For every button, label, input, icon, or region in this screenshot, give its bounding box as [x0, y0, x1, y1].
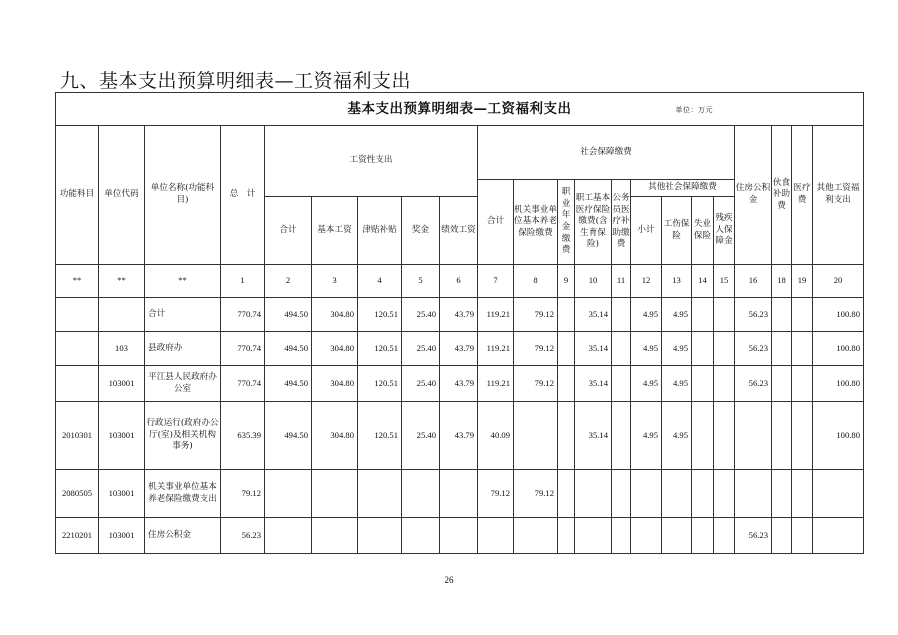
- cell-medical: 35.14: [575, 298, 612, 332]
- header-injury: 工伤保险: [662, 197, 692, 265]
- cell-unemp: [692, 518, 714, 554]
- cell-disab: [714, 366, 735, 402]
- cell-bonus: [402, 470, 440, 518]
- cell-injury: [662, 470, 692, 518]
- cell-disab: [714, 298, 735, 332]
- data-rows: [56, 298, 864, 554]
- header-unit-name: 单位名称(功能科目): [145, 126, 221, 265]
- cell-total: 770.74: [221, 332, 265, 366]
- header-housing-fund: 住房公积金: [735, 126, 772, 265]
- cell-perf: [440, 470, 478, 518]
- cell-perf: 43.79: [440, 332, 478, 366]
- cell-disab: [714, 402, 735, 470]
- cell-name: 行政运行(政府办公厅(室)及相关机构事务): [145, 402, 221, 470]
- cell-medical: [575, 470, 612, 518]
- cell-civil: [612, 470, 631, 518]
- header-social-group: 社会保障缴费: [478, 126, 735, 180]
- cell-disab: [714, 332, 735, 366]
- header-performance-wage: 绩效工资: [440, 197, 478, 265]
- index-cell: 5: [402, 265, 440, 298]
- cell-medfee: [792, 470, 813, 518]
- cell-disab: [714, 518, 735, 554]
- cell-bonus: 25.40: [402, 366, 440, 402]
- cell-perf: 43.79: [440, 298, 478, 332]
- cell-annuity: [558, 366, 575, 402]
- cell-meal: [772, 332, 792, 366]
- table-row: [56, 298, 864, 332]
- cell-meal: [772, 366, 792, 402]
- header-allowance: 津贴补贴: [358, 197, 402, 265]
- cell-bonus: [402, 518, 440, 554]
- cell-pension: 79.12: [514, 332, 558, 366]
- cell-func: 2210201: [56, 518, 99, 554]
- cell-medical: 35.14: [575, 402, 612, 470]
- cell-other-sub: 4.95: [631, 366, 662, 402]
- header-bonus: 奖金: [402, 197, 440, 265]
- cell-other-sub: [631, 518, 662, 554]
- cell-social-sub: 119.21: [478, 332, 514, 366]
- cell-name: 机关事业单位基本养老保险缴费支出: [145, 470, 221, 518]
- cell-allow: [358, 518, 402, 554]
- table-row: [56, 332, 864, 366]
- cell-medfee: [792, 298, 813, 332]
- cell-medical: 35.14: [575, 332, 612, 366]
- cell-meal: [772, 402, 792, 470]
- cell-medfee: [792, 402, 813, 470]
- cell-total: 635.39: [221, 402, 265, 470]
- index-cell: 18: [772, 265, 792, 298]
- cell-allow: 120.51: [358, 402, 402, 470]
- index-cell: 2: [265, 265, 312, 298]
- cell-allow: 120.51: [358, 366, 402, 402]
- header-other-social-group: 其他社会保障缴费: [631, 180, 735, 197]
- cell-name: 县政府办: [145, 332, 221, 366]
- cell-total: 770.74: [221, 366, 265, 402]
- cell-code: 103001: [99, 518, 145, 554]
- cell-meal: [772, 298, 792, 332]
- cell-code: 103001: [99, 366, 145, 402]
- index-cell: 7: [478, 265, 514, 298]
- header-pension: 机关事业单位基本养老保险缴费: [514, 180, 558, 265]
- header-annuity: 职业年金缴费: [558, 180, 575, 265]
- cell-medfee: [792, 366, 813, 402]
- cell-allow: 120.51: [358, 298, 402, 332]
- cell-perf: [440, 518, 478, 554]
- cell-pension: 79.12: [514, 366, 558, 402]
- cell-perf: 43.79: [440, 366, 478, 402]
- header-other-subtotal: 小计: [631, 197, 662, 265]
- header-func-code: 功能科目: [56, 126, 99, 265]
- cell-func: [56, 332, 99, 366]
- index-cell: 1: [221, 265, 265, 298]
- cell-annuity: [558, 332, 575, 366]
- index-cell: 9: [558, 265, 575, 298]
- cell-basic: 304.80: [312, 298, 358, 332]
- cell-wage-sub: 494.50: [265, 332, 312, 366]
- table-title: 基本支出预算明细表—工资福利支出 单位：万元: [56, 93, 864, 126]
- cell-wage-sub: 494.50: [265, 298, 312, 332]
- header-social-subtotal: 合计: [478, 180, 514, 265]
- cell-code: 103001: [99, 470, 145, 518]
- header-wage-group: 工资性支出: [265, 126, 478, 197]
- cell-pension: 79.12: [514, 470, 558, 518]
- cell-unemp: [692, 298, 714, 332]
- cell-pension: [514, 518, 558, 554]
- page-heading: 九、基本支出预算明细表—工资福利支出: [60, 70, 412, 92]
- header-medical: 职工基本医疗保险缴费(含生育保险): [575, 180, 612, 265]
- index-cell: 13: [662, 265, 692, 298]
- table-row: [56, 518, 864, 554]
- cell-injury: 4.95: [662, 332, 692, 366]
- index-cell: 19: [792, 265, 813, 298]
- header-unit-code: 单位代码: [99, 126, 145, 265]
- header-medical-fee: 医疗费: [792, 126, 813, 265]
- cell-allow: 120.51: [358, 332, 402, 366]
- cell-allow: [358, 470, 402, 518]
- index-cell: **: [145, 265, 221, 298]
- index-cell: 8: [514, 265, 558, 298]
- cell-func: [56, 366, 99, 402]
- cell-housing: [735, 402, 772, 470]
- cell-total: 56.23: [221, 518, 265, 554]
- cell-injury: 4.95: [662, 366, 692, 402]
- cell-meal: [772, 470, 792, 518]
- header-disability: 残疾人保障金: [714, 197, 735, 265]
- cell-code: 103001: [99, 402, 145, 470]
- cell-name: 合计: [145, 298, 221, 332]
- index-cell: 14: [692, 265, 714, 298]
- index-cell: **: [56, 265, 99, 298]
- cell-wage-sub: [265, 470, 312, 518]
- cell-meal: [772, 518, 792, 554]
- cell-other: [813, 518, 864, 554]
- index-cell: 11: [612, 265, 631, 298]
- cell-name: 平江县人民政府办公室: [145, 366, 221, 402]
- cell-social-sub: 119.21: [478, 298, 514, 332]
- index-cell: 20: [813, 265, 864, 298]
- cell-social-sub: [478, 518, 514, 554]
- index-cell: 6: [440, 265, 478, 298]
- index-cell: 4: [358, 265, 402, 298]
- index-cell: 16: [735, 265, 772, 298]
- cell-other-sub: 4.95: [631, 402, 662, 470]
- header-meal-subsidy: 伙食补助费: [772, 126, 792, 265]
- cell-other: 100.80: [813, 332, 864, 366]
- cell-total: 770.74: [221, 298, 265, 332]
- cell-injury: 4.95: [662, 298, 692, 332]
- cell-bonus: 25.40: [402, 402, 440, 470]
- index-cell: 3: [312, 265, 358, 298]
- table-row: [56, 366, 864, 402]
- unit-label: 单位：万元: [675, 106, 713, 114]
- cell-basic: [312, 470, 358, 518]
- cell-annuity: [558, 518, 575, 554]
- cell-annuity: [558, 298, 575, 332]
- cell-social-sub: 119.21: [478, 366, 514, 402]
- cell-wage-sub: 494.50: [265, 402, 312, 470]
- cell-other: 100.80: [813, 402, 864, 470]
- cell-medfee: [792, 332, 813, 366]
- cell-unemp: [692, 402, 714, 470]
- cell-social-sub: 79.12: [478, 470, 514, 518]
- cell-injury: [662, 518, 692, 554]
- index-cell: **: [99, 265, 145, 298]
- cell-unemp: [692, 366, 714, 402]
- cell-bonus: 25.40: [402, 298, 440, 332]
- cell-wage-sub: 494.50: [265, 366, 312, 402]
- cell-other: 100.80: [813, 298, 864, 332]
- cell-other-sub: [631, 470, 662, 518]
- cell-pension: [514, 402, 558, 470]
- cell-code: [99, 298, 145, 332]
- cell-basic: 304.80: [312, 332, 358, 366]
- cell-basic: 304.80: [312, 402, 358, 470]
- header-basic-wage: 基本工资: [312, 197, 358, 265]
- cell-code: 103: [99, 332, 145, 366]
- cell-injury: 4.95: [662, 402, 692, 470]
- table-row: [56, 402, 864, 470]
- cell-disab: [714, 470, 735, 518]
- cell-wage-sub: [265, 518, 312, 554]
- budget-table: [55, 92, 864, 554]
- cell-civil: [612, 298, 631, 332]
- index-cell: 15: [714, 265, 735, 298]
- cell-civil: [612, 366, 631, 402]
- cell-func: [56, 298, 99, 332]
- cell-medical: [575, 518, 612, 554]
- header-civil-medical: 公务员医疗补助缴费: [612, 180, 631, 265]
- cell-other: [813, 470, 864, 518]
- cell-housing: [735, 470, 772, 518]
- table-row: [56, 470, 864, 518]
- cell-pension: 79.12: [514, 298, 558, 332]
- header-total: 总 计: [221, 126, 265, 265]
- header-wage-subtotal: 合计: [265, 197, 312, 265]
- cell-housing: 56.23: [735, 332, 772, 366]
- index-cell: 10: [575, 265, 612, 298]
- cell-annuity: [558, 402, 575, 470]
- index-cell: 12: [631, 265, 662, 298]
- header-other-wage: 其他工资福利支出: [813, 126, 864, 265]
- cell-perf: 43.79: [440, 402, 478, 470]
- cell-unemp: [692, 332, 714, 366]
- cell-basic: 304.80: [312, 366, 358, 402]
- cell-name: 住房公积金: [145, 518, 221, 554]
- cell-medfee: [792, 518, 813, 554]
- cell-func: 2080505: [56, 470, 99, 518]
- cell-total: 79.12: [221, 470, 265, 518]
- cell-other: 100.80: [813, 366, 864, 402]
- cell-civil: [612, 518, 631, 554]
- cell-unemp: [692, 470, 714, 518]
- cell-other-sub: 4.95: [631, 332, 662, 366]
- header-unemployment: 失业保险: [692, 197, 714, 265]
- page-number: 26: [444, 575, 454, 585]
- cell-other-sub: 4.95: [631, 298, 662, 332]
- cell-social-sub: 40.09: [478, 402, 514, 470]
- cell-housing: 56.23: [735, 518, 772, 554]
- cell-func: 2010301: [56, 402, 99, 470]
- cell-basic: [312, 518, 358, 554]
- index-row: [56, 265, 864, 298]
- cell-housing: 56.23: [735, 298, 772, 332]
- cell-housing: 56.23: [735, 366, 772, 402]
- cell-bonus: 25.40: [402, 332, 440, 366]
- cell-annuity: [558, 470, 575, 518]
- cell-civil: [612, 402, 631, 470]
- cell-civil: [612, 332, 631, 366]
- cell-medical: 35.14: [575, 366, 612, 402]
